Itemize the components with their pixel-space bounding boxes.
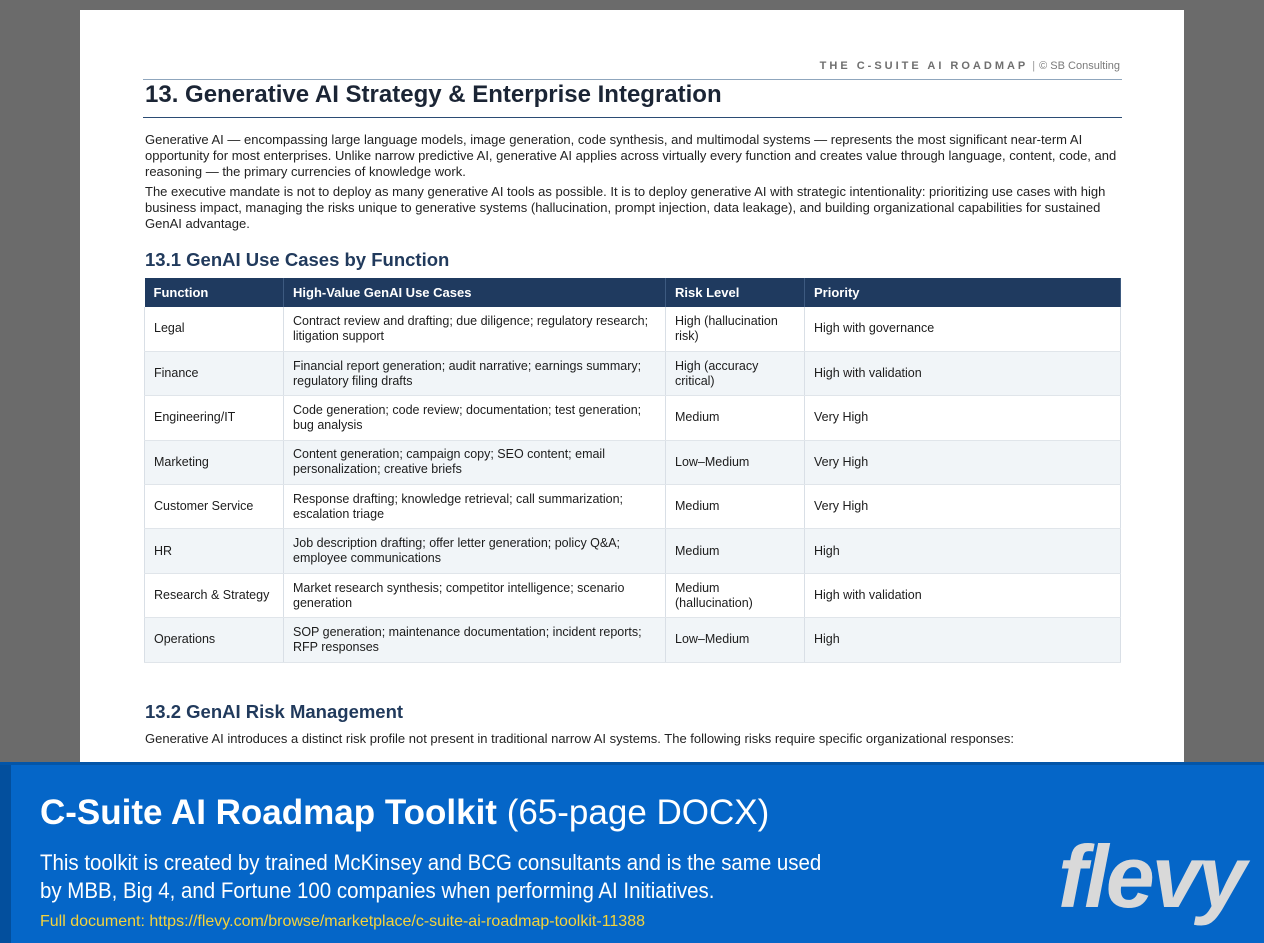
cell-function: Legal: [145, 307, 284, 351]
cell-priority: Very High: [805, 440, 1121, 484]
intro-paragraph-2: The executive mandate is not to deploy as many generative AI tools as possible. It is to deploy generative AI with strategic intentionality: prioritizing use cases with high business impact, managing the risks unique to generative systems (hallucination, prompt injection, data leakage), and building organizational capabilities for sustained GenAI advantage.: [145, 184, 1106, 231]
column-header-use-cases: High-Value GenAI Use Cases: [284, 278, 666, 307]
subsection-title-risk-management: 13.2 GenAI Risk Management: [145, 701, 404, 722]
cell-function: HR: [145, 529, 284, 573]
cell-function: Research & Strategy: [145, 573, 284, 617]
banner-description: This toolkit is created by trained McKinsey and BCG consultants and is the same used by MBB, Big 4, and Fortune 100 companies when performing AI Initiatives.: [40, 850, 822, 903]
cell-function: Engineering/IT: [145, 396, 284, 440]
banner-title-bold: C-Suite AI Roadmap Toolkit: [40, 793, 497, 832]
cell-priority: Very High: [805, 396, 1121, 440]
cell-priority: High: [805, 529, 1121, 573]
cell-function: Customer Service: [145, 485, 284, 529]
table-row: [145, 396, 1121, 440]
header-rule: [143, 79, 1122, 80]
use-case-table: [144, 278, 1121, 663]
column-header-risk-level: Risk Level: [666, 278, 805, 307]
section-title: 13. Generative AI Strategy & Enterprise Integration: [145, 81, 722, 108]
column-header-priority: Priority: [805, 278, 1121, 307]
cell-risk-level: High (accuracy critical): [666, 351, 805, 395]
cell-priority: High with validation: [805, 573, 1121, 617]
banner-title: [40, 793, 769, 833]
table-row: [145, 618, 1121, 662]
table-row: [145, 440, 1121, 484]
cell-function: Finance: [145, 351, 284, 395]
header-copyright: © SB Consulting: [1039, 60, 1120, 72]
cell-function: Marketing: [145, 440, 284, 484]
header-brand: THE C-SUITE AI ROADMAP: [819, 60, 1029, 72]
cell-priority: High with governance: [805, 307, 1121, 351]
cell-priority: High with validation: [805, 351, 1121, 395]
table-header-row: [145, 278, 1121, 307]
cell-priority: High: [805, 618, 1121, 662]
cell-risk-level: Medium: [666, 396, 805, 440]
cell-use-cases: Job description drafting; offer letter generation; policy Q&A; employee communications: [284, 529, 666, 573]
cell-risk-level: Low–Medium: [666, 440, 805, 484]
cell-priority: Very High: [805, 485, 1121, 529]
running-header: [143, 60, 1122, 72]
subsection-title-use-cases: 13.1 GenAI Use Cases by Function: [145, 249, 450, 270]
banner-title-light: (65-page DOCX): [506, 793, 770, 832]
header-separator: |: [1032, 60, 1036, 72]
cell-risk-level: Medium: [666, 485, 805, 529]
document-page: [80, 10, 1184, 770]
cell-use-cases: Response drafting; knowledge retrieval; call summarization; escalation triage: [284, 485, 666, 529]
cell-use-cases: Market research synthesis; competitor intelligence; scenario generation: [284, 573, 666, 617]
cell-use-cases: Contract review and drafting; due diligence; regulatory research; litigation support: [284, 307, 666, 351]
cell-use-cases: Code generation; code review; documentation; test generation; bug analysis: [284, 396, 666, 440]
column-header-function: Function: [145, 278, 284, 307]
cell-risk-level: Medium (hallucination): [666, 573, 805, 617]
promo-banner: [0, 762, 1264, 943]
table-row: [145, 529, 1121, 573]
table-row: [145, 573, 1121, 617]
section-title-rule: [143, 117, 1122, 118]
table-row: [145, 307, 1121, 351]
table-row: [145, 351, 1121, 395]
risk-intro-paragraph: Generative AI introduces a distinct risk profile not present in traditional narrow AI systems. The following risks require specific organizational responses:: [145, 731, 1015, 746]
full-document-link[interactable]: Full document: https://flevy.com/browse/marketplace/c-suite-ai-roadmap-toolkit-11388: [40, 913, 645, 930]
flevy-logo: flevy: [1058, 827, 1244, 926]
intro-paragraph-1: Generative AI — encompassing large language models, image generation, code synthesis, and multimodal systems — represents the most significant near-term AI opportunity for most enterprises. Unlike narrow predictive AI, generative AI applies across virtually every function and creates value through language, content, code, and reasoning — the primary currencies of knowledge work.: [145, 132, 1117, 179]
banner-edge: [0, 765, 11, 943]
table-row: [145, 485, 1121, 529]
cell-risk-level: Medium: [666, 529, 805, 573]
cell-risk-level: Low–Medium: [666, 618, 805, 662]
cell-risk-level: High (hallucination risk): [666, 307, 805, 351]
cell-use-cases: Content generation; campaign copy; SEO content; email personalization; creative briefs: [284, 440, 666, 484]
cell-use-cases: Financial report generation; audit narrative; earnings summary; regulatory filing drafts: [284, 351, 666, 395]
cell-use-cases: SOP generation; maintenance documentation; incident reports; RFP responses: [284, 618, 666, 662]
cell-function: Operations: [145, 618, 284, 662]
